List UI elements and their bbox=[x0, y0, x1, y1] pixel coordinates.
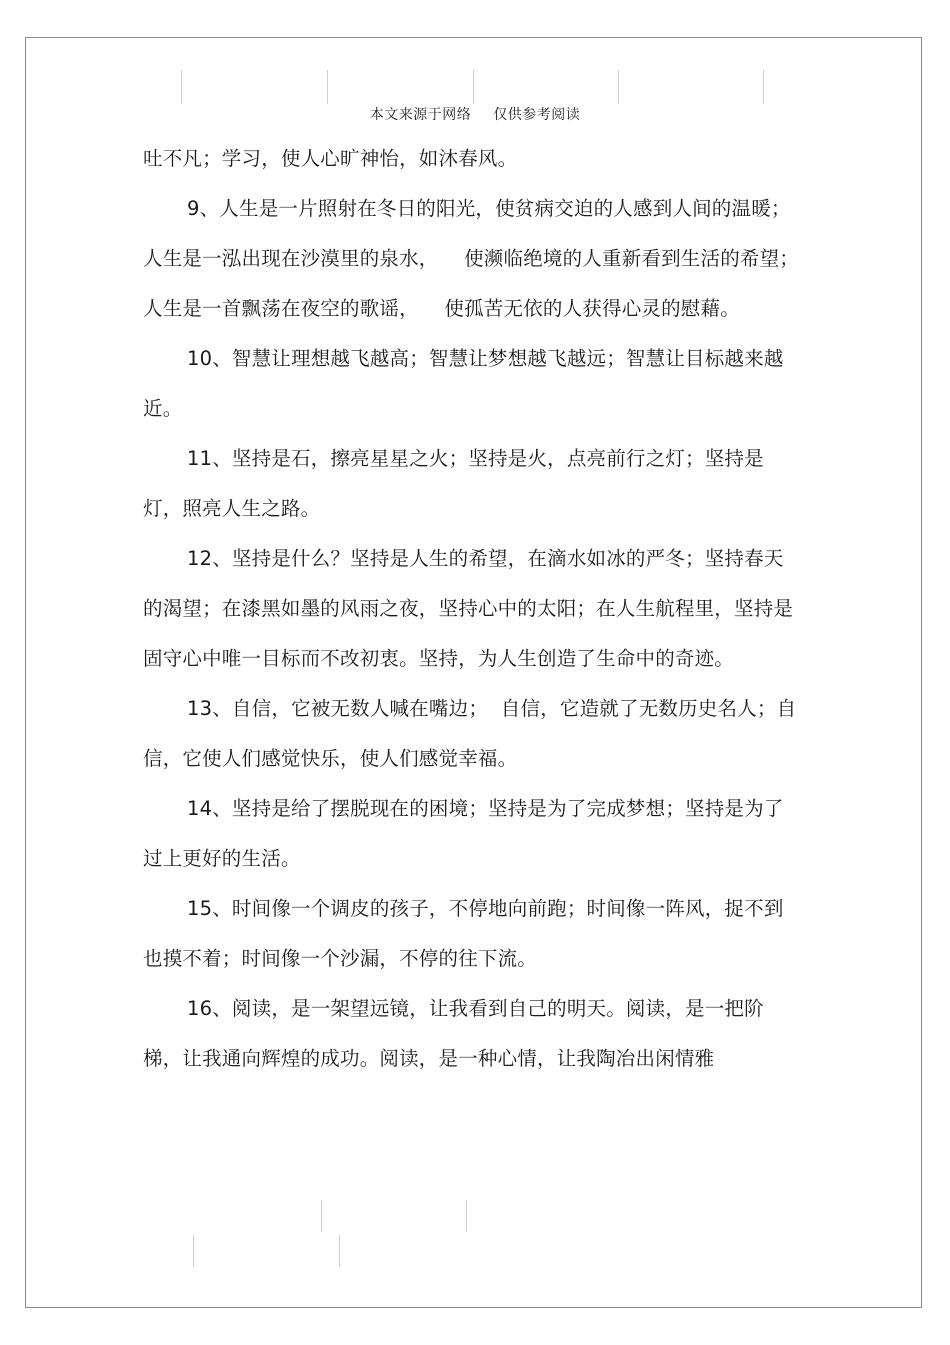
top-rule-1 bbox=[181, 70, 182, 104]
paragraph-13: 13、自信，它被无数人喊在嘴边； 自信，它造就了无数历史名人；自信，它使人们感觉快乐，使人们感觉幸福。 bbox=[143, 697, 797, 770]
top-rule-3 bbox=[473, 70, 474, 104]
reference-note: 仅供参考阅读 bbox=[493, 107, 581, 123]
paragraph-15: 15、时间像一个调皮的孩子，不停地向前跑；时间像一阵风，捉不到也摸不着；时间像一个沙漏，不停的往下流。 bbox=[143, 897, 784, 970]
bottom-rule-4 bbox=[466, 1200, 467, 1232]
top-rule-2 bbox=[327, 70, 328, 104]
source-note: 本文来源于网络 bbox=[369, 107, 472, 123]
paragraph-16: 16、阅读，是一架望远镜，让我看到自己的明天。阅读，是一把阶梯，让我通向辉煌的成功。阅读，是一种心情，让我陶冶出闲情雅 bbox=[143, 997, 764, 1070]
header-note bbox=[0, 104, 950, 124]
paragraph-continuation: 吐不凡；学习，使人心旷神怡，如沐春风。 bbox=[143, 147, 518, 170]
bottom-rule-1 bbox=[193, 1235, 194, 1267]
paragraph-12: 12、坚持是什么？坚持是人生的希望，在滴水如冰的严冬；坚持春天的渴望；在漆黑如墨的风雨之夜，坚持心中的太阳；在人生航程里，坚持是固守心中唯一目标而不改初衷。坚持，为人生创造了生命中的奇迹。 bbox=[143, 547, 794, 670]
document-body bbox=[143, 134, 812, 1084]
bottom-rule-2 bbox=[321, 1200, 322, 1232]
top-rule-5 bbox=[763, 70, 764, 104]
paragraph-10: 10、智慧让理想越飞越高；智慧让梦想越飞越远；智慧让目标越来越近。 bbox=[143, 347, 784, 420]
bottom-rule-3 bbox=[339, 1235, 340, 1267]
paragraph-9: 9、人生是一片照射在冬日的阳光，使贫病交迫的人感到人间的温暖；人生是一泓出现在沙漠里的泉水， 使濒临绝境的人重新看到生活的希望； 人生是一首飘荡在夜空的歌谣， 使孤苦无依的人获得心灵的慰藉。 bbox=[143, 197, 812, 320]
paragraph-14: 14、坚持是给了摆脱现在的困境；坚持是为了完成梦想；坚持是为了过上更好的生活。 bbox=[143, 797, 784, 870]
top-rule-4 bbox=[618, 70, 619, 104]
paragraph-11: 11、坚持是石，擦亮星星之火；坚持是火，点亮前行之灯；坚持是灯，照亮人生之路。 bbox=[143, 447, 764, 520]
